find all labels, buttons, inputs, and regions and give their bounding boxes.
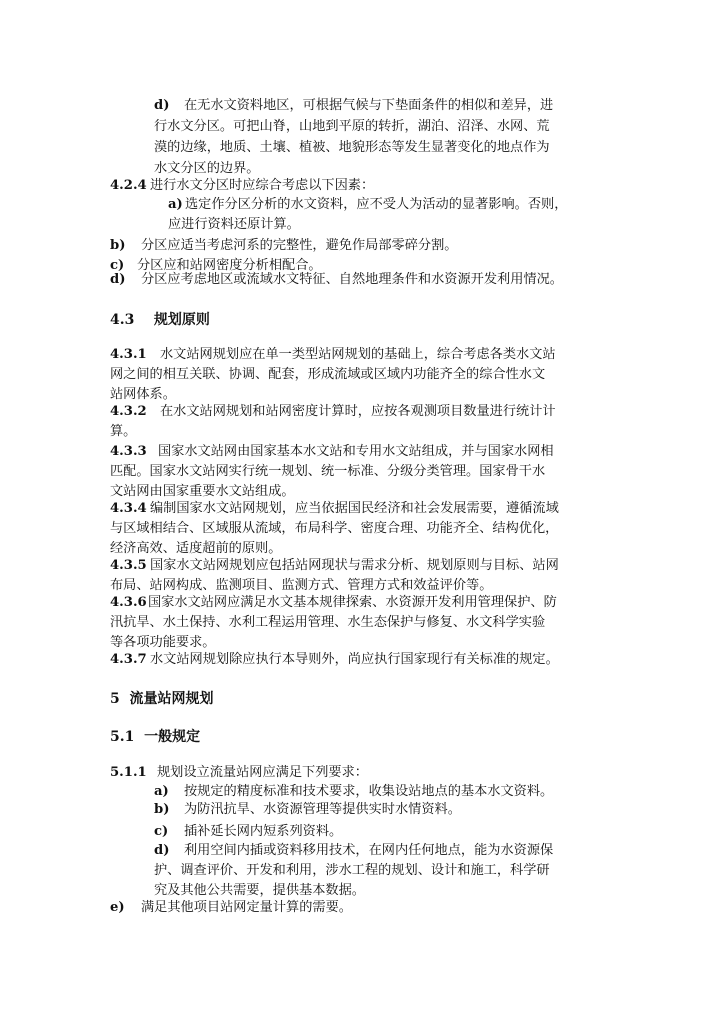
text-line: 漠的边缘，地质、土壤、植被、地貌形态等发生显著变化的地点作为	[154, 140, 550, 155]
text-line: 水文站网规划除应执行本导则外，尚应执行国家现行有关标准的规定。	[150, 652, 559, 667]
text-line: 在水文站网规划和站网密度计算时，应按各观测项目数量进行统计计	[160, 404, 556, 419]
chapter-heading	[110, 688, 214, 708]
chapter-title: 流量站网规划	[129, 691, 214, 707]
text-line: 按规定的精度标准和技术要求，收集设站地点的基本水文资料。	[184, 784, 554, 799]
text-line: 国家水文站网由国家基本水文站和专用水文站组成，并与国家水网相	[158, 444, 554, 459]
text-line: 文站网由国家重要水文站组成。	[110, 484, 295, 499]
clause-number: 4.3.7	[110, 652, 147, 667]
item-c-label: c)	[110, 258, 125, 273]
text-line: 护、调查评价、开发和利用，涉水工程的规划、设计和施工，科学研	[154, 863, 550, 878]
text-line: 国家水文站网应满足水文基本规律探索、水资源开发利用管理保护、防	[148, 595, 557, 610]
text-line: 匹配。国家水文站网实行统一规划、统一标准、分级分类管理。国家骨干水	[110, 464, 546, 479]
text-line: 在无水文资料地区，可根据气候与下垫面条件的相似和差异，进	[184, 98, 554, 113]
clause-number: 4.3.4	[110, 501, 147, 516]
text-line: 水文分区的边界。	[154, 161, 260, 176]
text-line: 插补延长网内短系列资料。	[184, 824, 343, 839]
section-number: 4.3	[110, 312, 135, 328]
text-line: 满足其他项目站网定量计算的需要。	[141, 900, 352, 915]
item-d-label: d)	[154, 843, 170, 858]
clause-number: 4.3.5	[110, 558, 147, 573]
text-line: 站网体系。	[110, 387, 176, 402]
section-heading	[110, 726, 200, 746]
clause-text: 进行水文分区时应综合考虑以下因素：	[150, 178, 375, 193]
item-d-label: d)	[154, 98, 170, 113]
text-line: 网之间的相互关联、协调、配套，形成流域或区域内功能齐全的综合性水文	[110, 367, 546, 382]
clause-text: 规划设立流量站网应满足下列要求：	[157, 765, 368, 780]
item-d-label: d)	[110, 272, 126, 287]
text-line: 算。	[110, 424, 137, 439]
clause-number: 4.3.6	[110, 595, 147, 610]
text-line: 分区应适当考虑河系的完整性，避免作局部零碎分割。	[141, 238, 458, 253]
section-title: 一般规定	[144, 729, 201, 745]
item-b-label: b)	[110, 238, 126, 253]
item-b-label: b)	[154, 802, 170, 817]
text-line: 分区应和站网密度分析相配合。	[137, 258, 322, 273]
clause-number: 4.2.4	[110, 178, 147, 193]
text-line: 国家水文站网规划应包括站网现状与需求分析、规划原则与目标、站网	[150, 558, 559, 573]
clause-number: 4.3.2	[110, 404, 147, 419]
text-line: 汛抗旱、水土保持、水利工程运用管理、水生态保护与修复、水文科学实验	[110, 615, 546, 630]
item-a-label: a)	[154, 784, 169, 799]
text-line: 究及其他公共需要，提供基本数据。	[154, 883, 365, 898]
text-line: 应进行资料还原计算。	[168, 217, 300, 232]
clause-number: 5.1.1	[110, 765, 147, 780]
text-line: 等各项功能要求。	[110, 635, 216, 650]
clause-number: 4.3.1	[110, 347, 147, 362]
text-line: 与区域相结合、区域服从流域，布局科学、密度合理、功能齐全、结构优化，	[110, 521, 559, 536]
text-line: 选定作分区分析的水文资料，应不受人为活动的显著影响。否则，	[185, 197, 568, 212]
text-line: 行水文分区。可把山脊，山地到平原的转折，湖泊、沼泽、水网、荒	[154, 119, 550, 134]
clause-number: 4.3.3	[110, 444, 147, 459]
text-line: 编制国家水文站网规划，应当依据国民经济和社会发展需要，遵循流域	[150, 501, 559, 516]
section-number: 5.1	[110, 729, 135, 745]
item-e-label: e)	[110, 900, 125, 915]
text-line: 分区应考虑地区或流域水文特征、自然地理条件和水资源开发利用情况。	[141, 272, 563, 287]
section-heading	[110, 309, 210, 329]
chapter-number: 5	[110, 691, 120, 707]
text-line: 布局、站网构成、监测项目、监测方式、管理方式和效益评价等。	[110, 578, 493, 593]
text-line: 为防汛抗旱、水资源管理等提供实时水情资料。	[184, 802, 461, 817]
item-c-label: c)	[154, 824, 169, 839]
text-line: 水文站网规划应在单一类型站网规划的基础上，综合考虑各类水文站	[160, 347, 556, 362]
section-title: 规划原则	[153, 312, 210, 328]
item-a-label: a)	[168, 197, 183, 212]
text-line: 经济高效、适度超前的原则。	[110, 541, 282, 556]
text-line: 利用空间内插或资料移用技术，在网内任何地点，能为水资源保	[184, 843, 554, 858]
